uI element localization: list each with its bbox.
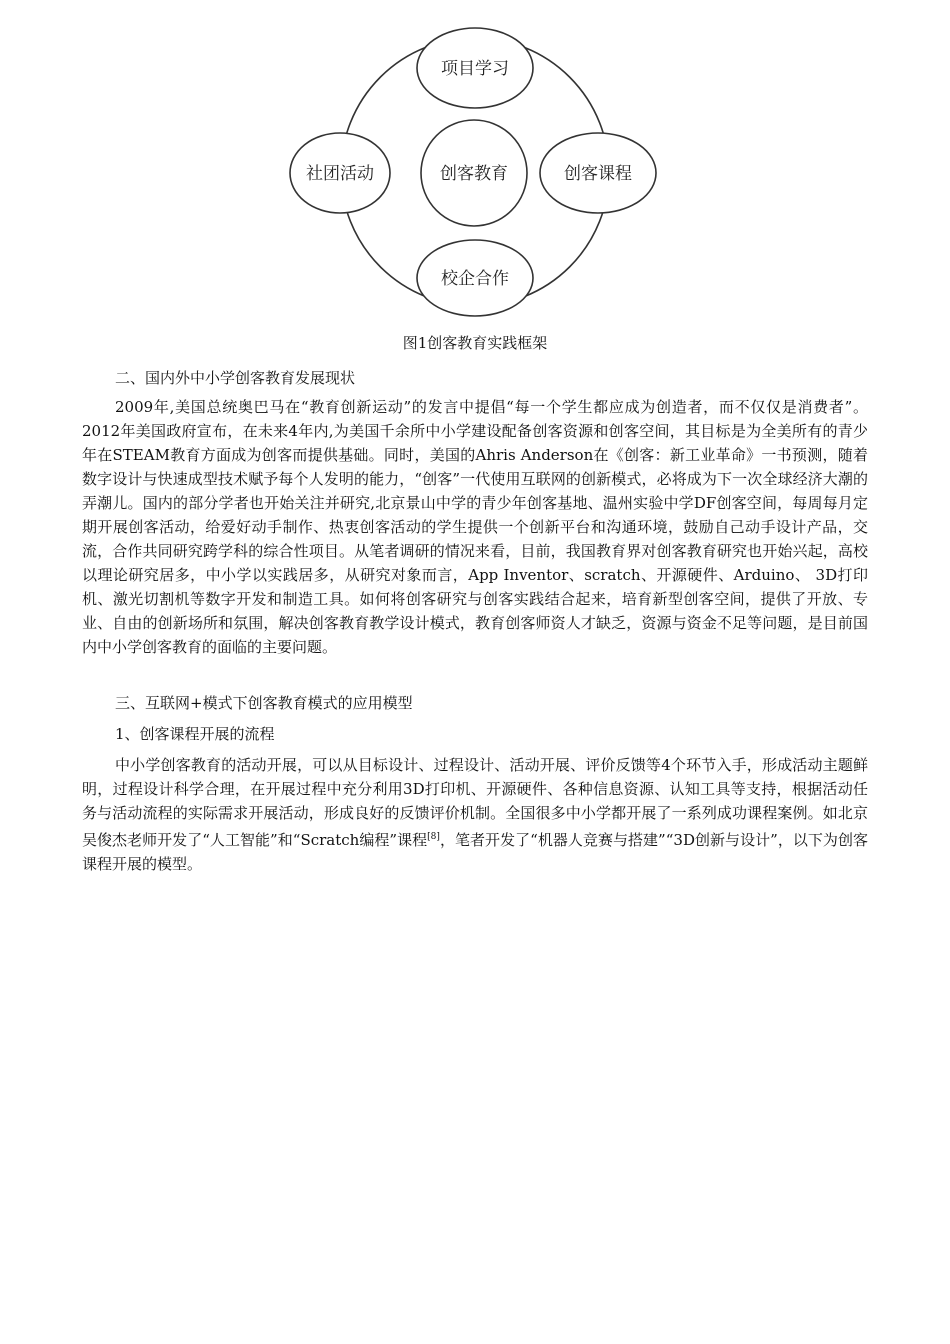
node-right-label: 创客课程 — [564, 164, 632, 184]
figure-caption: 图1创客教育实践框架 — [402, 334, 548, 352]
node-center — [421, 120, 527, 226]
section-3-paragraph-tail: ，笔者开发了“机器人竞赛与搭建”“3D创新与设计”，以下为创客课程开展的模型。 — [82, 831, 868, 873]
node-bottom — [417, 240, 533, 316]
citation-marker: [8] — [427, 832, 440, 842]
section-3-subheading: 1、创客课程开展的流程 — [115, 725, 275, 743]
node-left-label: 社团活动 — [306, 164, 374, 184]
node-top — [417, 28, 533, 108]
section-3-paragraph-main: 中小学创客教育的活动开展，可以从目标设计、过程设计、活动开展、评价反馈等4个环节入手，形成活动主题鲜明，过程设计科学合理，在开展过程中充分利用3D打印机、开源硬件、各种信息资源、认知工具等支持，根据活动任务与活动流程的实际需求开展活动，形成良好的反馈评价机制。全国很多中小学都开展了一系列成功课程案例。如北京吴俊杰老师开发了“人工智能”和“Scratch编程”课程 — [82, 756, 868, 849]
node-left — [290, 133, 390, 213]
section-2-paragraph: 2009年,美国总统奥巴马在“教育创新运动”的发言中提倡“每一个学生都应成为创造者，而不仅仅是消费者”。2012年美国政府宣布，在未来4年内,为美国千余所中小学建设配备创客资源和创客空间，其目标是为全美所有的青少年在STEAM教育方面成为创客而提供基础。同时，美国的Ahris Anderson在《创客：新工业革命》一书预测，随着数字设计与快速成型技术赋予每个人发明的能力，“创客”一代使用互联网的创新模式，必将成为下一次全球经济大潮的弄潮儿。国内的部分学者也开始关注并研究,北京景山中学的青少年创客基地、温州实验中学DF创客空间，每周每月定期开展创客活动，给爱好动手制作、热衷创客活动的学生提供一个创新平台和沟通环境，鼓励自己动手设计产品，交流，合作共同研究跨学科的综合性项目。从笔者调研的情况来看，目前，我国教育界对创客教育研究也开始兴起，高校以理论研究居多，中小学以实践居多，从研究对象而言，App Inventor、scratch、开源硬件、Arduino、 3D打印机、激光切割机等数字开发和制造工具。如何将创客研究与创客实践结合起来，培育新型创客空间，提供了开放、专业、自由的创新场所和氛围，解决创客教育教学设计模式，教育创客师资人才缺乏，资源与资金不足等问题，是目前国内中小学创客教育的面临的主要问题。 — [82, 398, 868, 656]
section-3-paragraph — [82, 753, 868, 876]
node-right — [540, 133, 656, 213]
section-3-heading: 三、互联网+模式下创客教育模式的应用模型 — [115, 694, 413, 712]
maker-education-framework-diagram — [0, 0, 950, 330]
section-2-heading: 二、国内外中小学创客教育发展现状 — [115, 369, 356, 387]
node-top-label: 项目学习 — [441, 59, 509, 79]
node-bottom-label: 校企合作 — [441, 269, 509, 289]
node-center-label: 创客教育 — [440, 164, 508, 184]
